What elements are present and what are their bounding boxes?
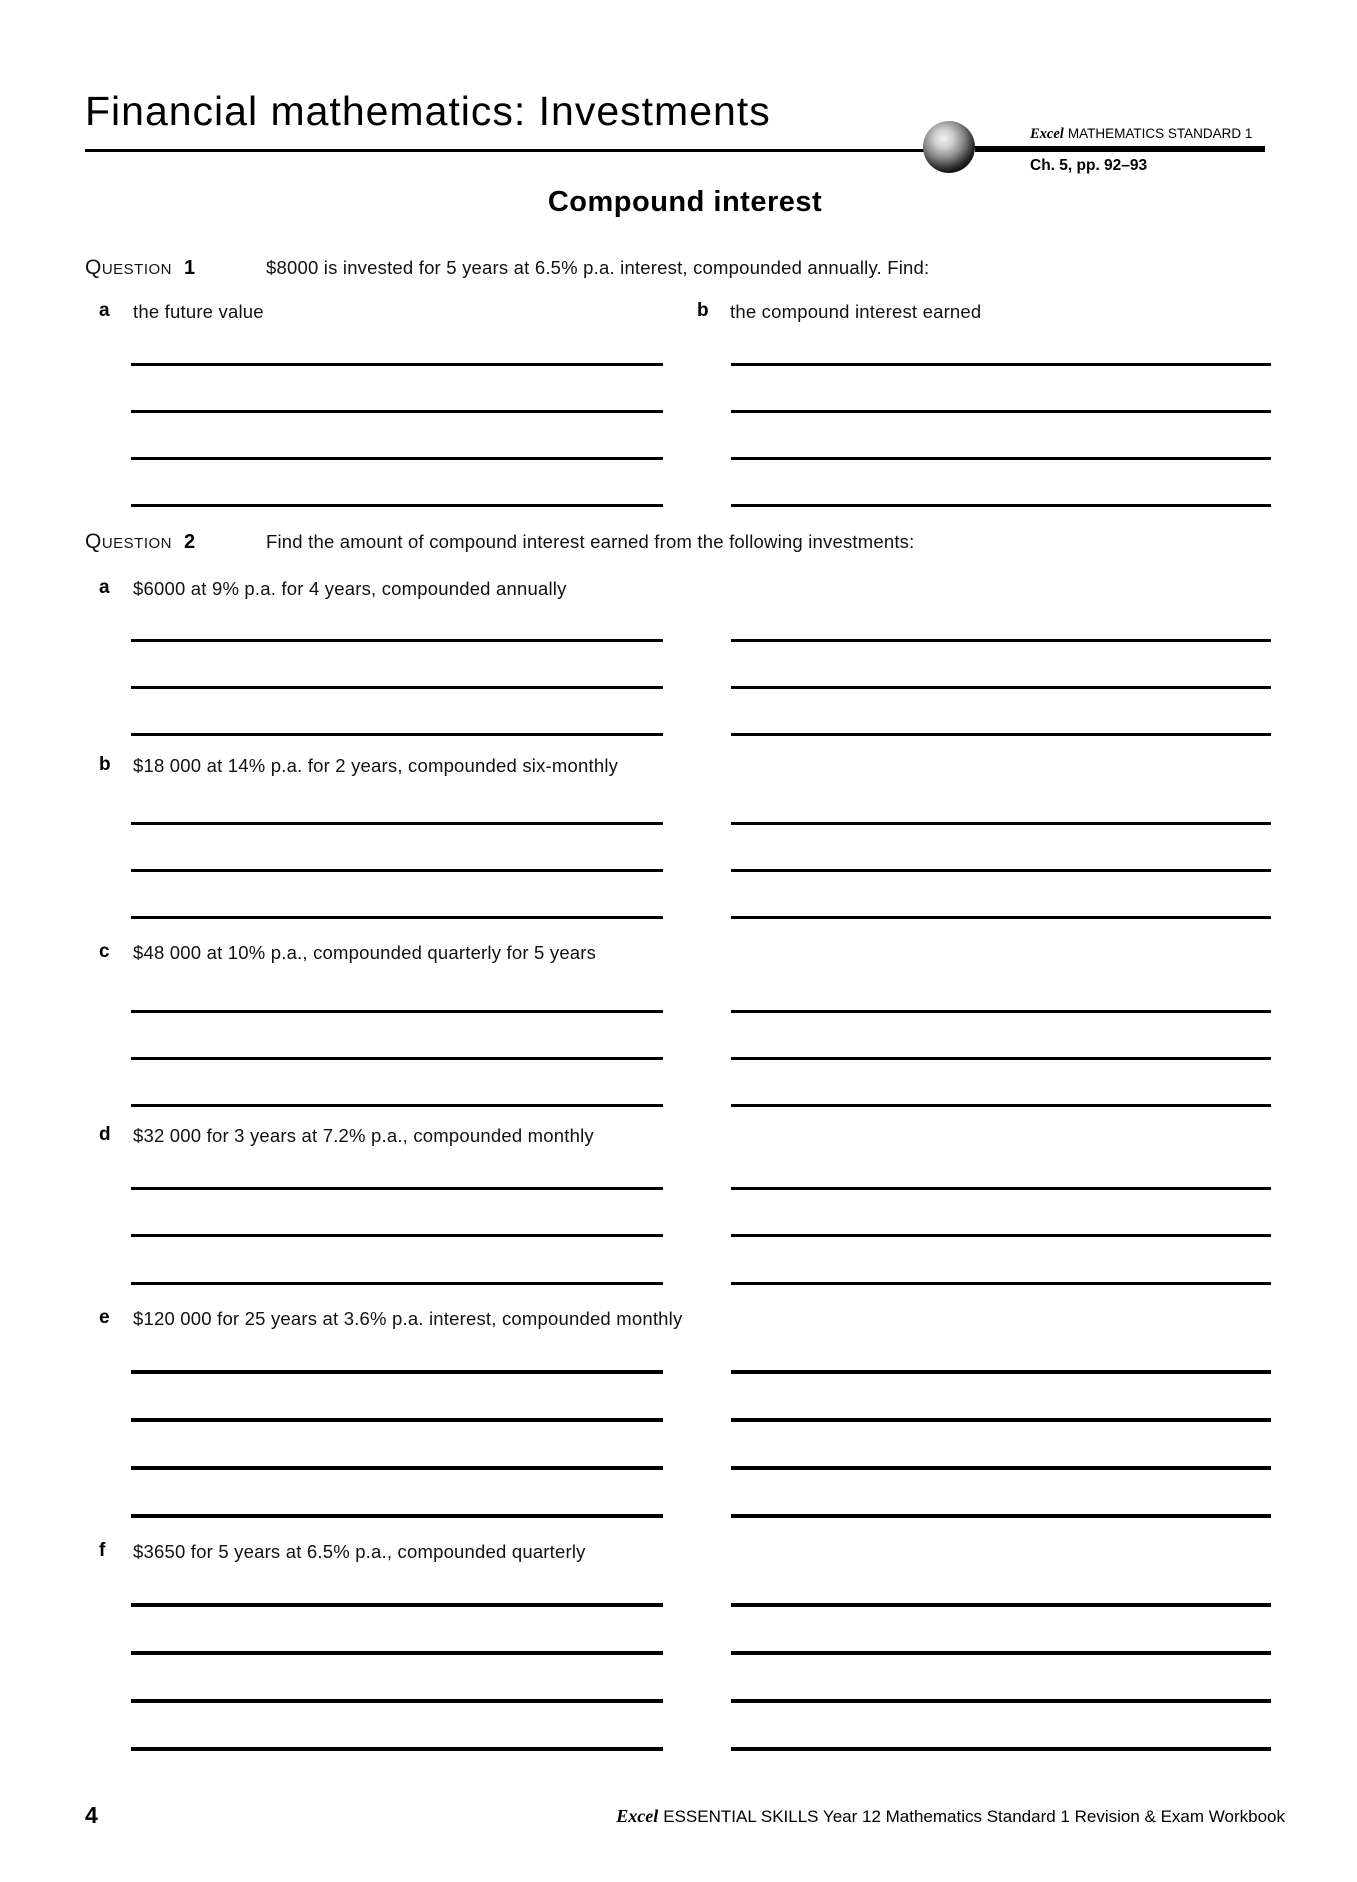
brand-excel-logo: Excel [1030, 126, 1064, 142]
answer-line [131, 869, 663, 872]
answer-line [731, 1057, 1271, 1060]
answer-line [131, 363, 663, 366]
page-number: 4 [85, 1802, 98, 1828]
q1-part-a-text: the future value [133, 301, 264, 322]
answer-line [731, 1104, 1271, 1107]
q2-part-e-text: $120 000 for 25 years at 3.6% p.a. interest, compounded monthly [133, 1308, 683, 1329]
answer-line [731, 733, 1271, 736]
q2-part-d-text: $32 000 for 3 years at 7.2% p.a., compounded monthly [133, 1125, 594, 1146]
answer-line [131, 1651, 663, 1655]
answer-line [731, 639, 1271, 642]
answer-line [131, 822, 663, 825]
chapter-reference: Ch. 5, pp. 92–93 [1030, 157, 1148, 174]
q2-part-c-letter: c [99, 941, 110, 962]
answer-line [131, 1466, 663, 1470]
question-1-number: 1 [184, 257, 196, 279]
answer-line [731, 916, 1271, 919]
q2-part-a-letter: a [99, 577, 110, 598]
answer-line [131, 504, 663, 507]
answer-line [731, 1603, 1271, 1607]
question-1-prompt: $8000 is invested for 5 years at 6.5% p.a. interest, compounded annually. Find: [266, 257, 930, 278]
q1-part-b-text: the compound interest earned [730, 301, 982, 322]
answer-line [731, 1010, 1271, 1013]
q1-part-a-letter: a [99, 300, 110, 321]
answer-line [131, 916, 663, 919]
brand-line [1030, 126, 1252, 143]
answer-line [731, 822, 1271, 825]
question-1-heading [85, 256, 1295, 280]
q2-part-a-text: $6000 at 9% p.a. for 4 years, compounded annually [133, 578, 567, 599]
question-2-number: 2 [184, 531, 196, 553]
answer-line [131, 1370, 663, 1374]
answer-line [731, 363, 1271, 366]
answer-line [131, 1699, 663, 1703]
answer-line [731, 1282, 1271, 1285]
q2-part-f-letter: f [99, 1540, 106, 1561]
answer-line [731, 1187, 1271, 1190]
q1-part-b-letter: b [697, 300, 709, 321]
answer-line [131, 410, 663, 413]
brand-bar [975, 146, 1265, 152]
q2-part-d-letter: d [99, 1124, 111, 1145]
answer-line [731, 457, 1271, 460]
question-2-heading [85, 530, 1295, 554]
answer-line [131, 1514, 663, 1518]
answer-line [731, 1699, 1271, 1703]
answer-line [731, 1370, 1271, 1374]
q2-part-b-text: $18 000 at 14% p.a. for 2 years, compounded six-monthly [133, 755, 619, 776]
answer-line [131, 1104, 663, 1107]
q2-part-c-text: $48 000 at 10% p.a., compounded quarterly for 5 years [133, 942, 597, 963]
answer-line [131, 1747, 663, 1751]
title-rule [85, 149, 925, 152]
sphere-logo-icon [923, 121, 975, 173]
answer-line [131, 733, 663, 736]
answer-line [731, 1514, 1271, 1518]
brand-series-label: MATHEMATICS STANDARD 1 [1067, 126, 1253, 141]
answer-line [731, 686, 1271, 689]
footer-text [616, 1806, 1285, 1827]
q2-part-f-text: $3650 for 5 years at 6.5% p.a., compounded quarterly [133, 1541, 586, 1562]
answer-line [131, 1187, 663, 1190]
q2-part-e-letter: e [99, 1307, 110, 1328]
answer-line [131, 686, 663, 689]
answer-line [131, 457, 663, 460]
answer-line [131, 1603, 663, 1607]
question-2-label: Question [85, 530, 173, 553]
question-2-prompt: Find the amount of compound interest earned from the following investments: [266, 531, 915, 552]
answer-line [731, 1651, 1271, 1655]
answer-line [131, 1057, 663, 1060]
answer-line [731, 869, 1271, 872]
answer-line [731, 1466, 1271, 1470]
answer-line [731, 1747, 1271, 1751]
question-1-label: Question [85, 256, 173, 279]
footer-series-text: ESSENTIAL SKILLS Year 12 Mathematics Standard 1 Revision & Exam Workbook [663, 1807, 1285, 1826]
answer-line [131, 1010, 663, 1013]
answer-line [131, 1418, 663, 1422]
section-title: Compound interest [547, 186, 823, 218]
answer-line [731, 1234, 1271, 1237]
answer-line [731, 1418, 1271, 1422]
q2-part-b-letter: b [99, 754, 111, 775]
answer-line [131, 639, 663, 642]
answer-line [731, 410, 1271, 413]
answer-line [731, 504, 1271, 507]
page-title: Financial mathematics: Investments [85, 88, 771, 134]
footer-excel-logo: Excel [616, 1806, 659, 1826]
answer-line [131, 1234, 663, 1237]
answer-line [131, 1282, 663, 1285]
